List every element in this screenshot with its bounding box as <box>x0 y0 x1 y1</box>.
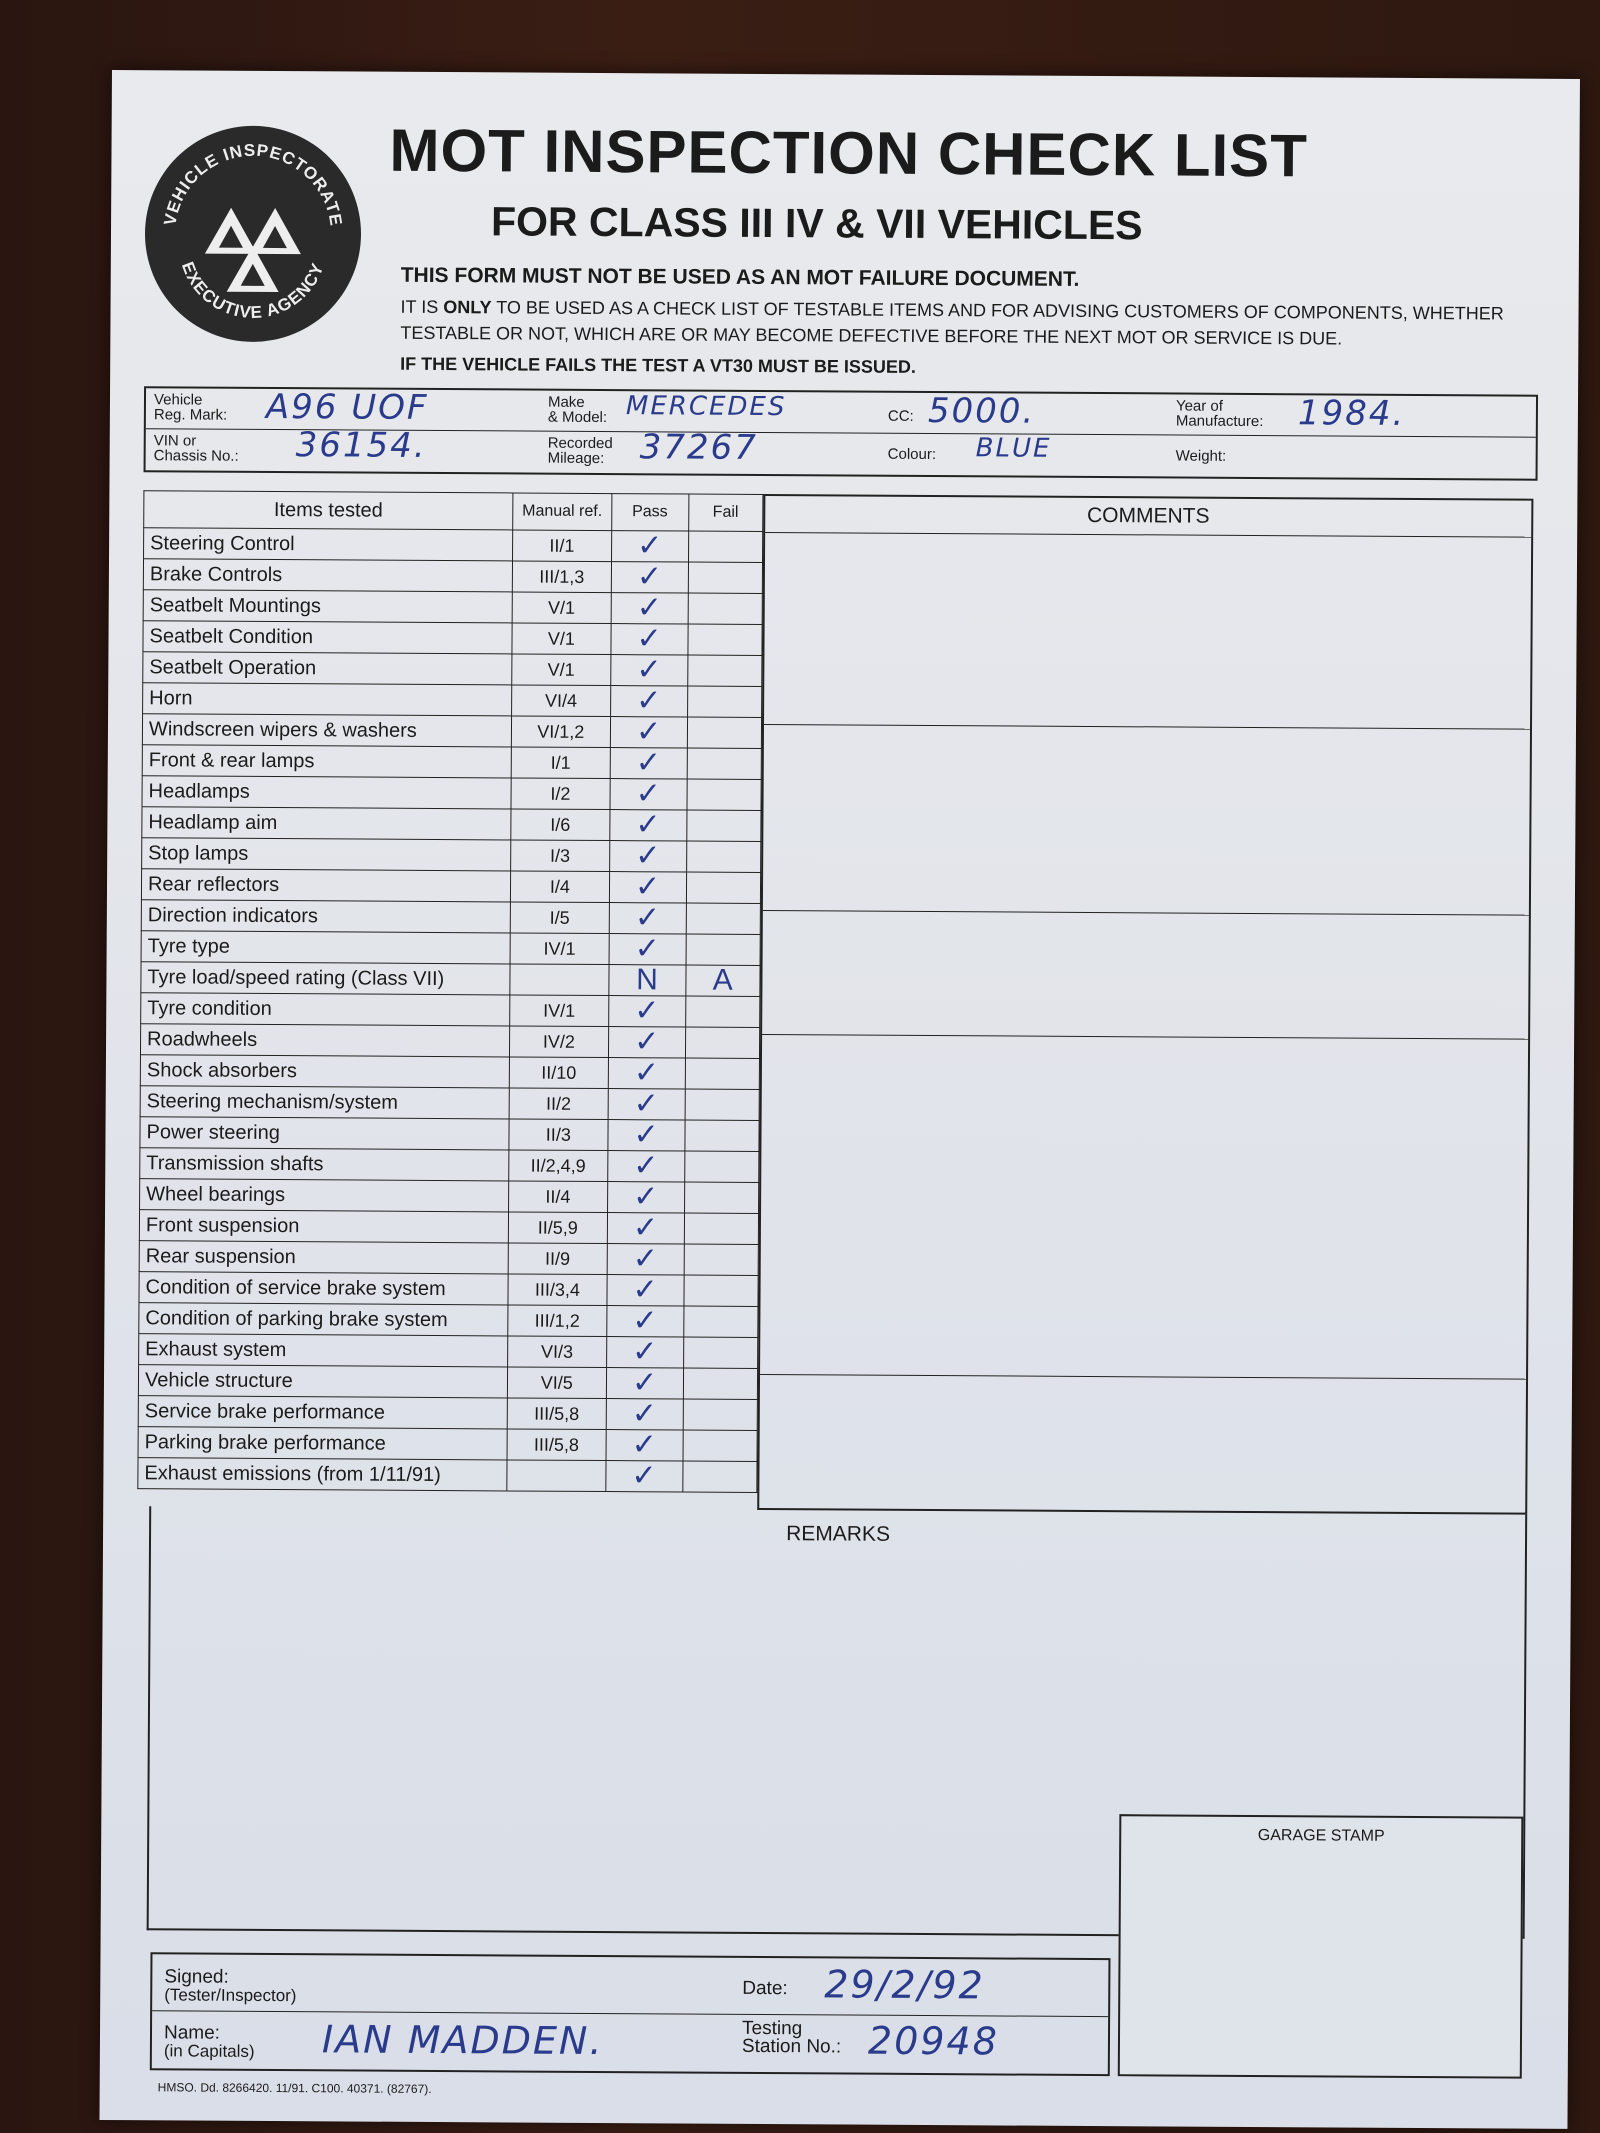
row-fail-mark[interactable] <box>684 1120 759 1151</box>
row-item-label: Wheel bearings <box>140 1179 509 1212</box>
footer-print-ref: HMSO. Dd. 8266420. 11/91. C100. 40371. (82767). <box>157 2080 432 2096</box>
row-manual-ref: II/2,4,9 <box>509 1150 608 1182</box>
logo-top-text: VEHICLE INSPECTORATE <box>160 140 346 228</box>
signed-label: Signed: (Tester/Inspector) <box>164 1966 297 2006</box>
row-manual-ref: I/2 <box>511 778 610 810</box>
date-label: Date: <box>742 1977 788 2000</box>
row-fail-mark[interactable] <box>687 748 762 779</box>
row-manual-ref: V/1 <box>512 623 611 655</box>
header-manual-ref: Manual ref. <box>513 493 612 531</box>
row-fail-mark[interactable] <box>687 779 762 810</box>
table-row <box>142 807 761 842</box>
station-value[interactable]: 20948 <box>867 2018 999 2064</box>
header-pass: Pass <box>611 494 688 531</box>
table-row <box>141 869 760 904</box>
header-items: Items tested <box>144 491 513 530</box>
row-item-label: Exhaust system <box>139 1334 508 1367</box>
row-manual-ref: II/2 <box>509 1088 608 1120</box>
table-row <box>139 1210 758 1245</box>
row-fail-mark[interactable] <box>688 562 763 593</box>
row-fail-mark[interactable] <box>686 810 761 841</box>
station-label: Testing Station No.: <box>741 2017 842 2058</box>
table-row <box>143 559 762 594</box>
row-manual-ref: II/1 <box>513 530 612 562</box>
table-row <box>143 652 762 687</box>
row-item-label: Front suspension <box>139 1210 508 1243</box>
cc-value[interactable]: 5000. <box>927 390 1036 432</box>
row-fail-mark[interactable] <box>685 1027 760 1058</box>
mot-form <box>99 70 1579 2129</box>
colour-value[interactable]: BLUE <box>975 433 1052 464</box>
row-item-label: Windscreen wipers & washers <box>142 714 511 747</box>
row-pass-mark[interactable]: ✓ <box>606 1368 683 1399</box>
row-manual-ref: III/1,2 <box>508 1305 607 1337</box>
row-fail-mark[interactable] <box>688 531 763 562</box>
row-manual-ref: II/3 <box>509 1119 608 1151</box>
table-row <box>139 1272 758 1307</box>
form-title: MOT INSPECTION CHECK LIST <box>389 116 1309 190</box>
row-fail-mark[interactable] <box>685 1058 760 1089</box>
row-item-label: Power steering <box>140 1117 509 1150</box>
row-manual-ref: I/3 <box>511 840 610 872</box>
reg-label: Vehicle Reg. Mark: <box>153 391 228 424</box>
row-pass-mark[interactable]: ✓ <box>608 1058 685 1089</box>
row-item-label: Seatbelt Mountings <box>143 590 512 623</box>
notice-usage: IT IS ONLY TO BE USED AS A CHECK LIST OF TESTABLE ITEMS AND FOR ADVISING CUSTOMERS OF COMPONENTS, WHETHER TESTABLE OR NOT, WHICH ARE OR MAY BECOME DEFECTIVE BEFORE THE NEXT MOT OR SERVICE IS DUE. <box>400 296 1504 349</box>
row-fail-mark[interactable] <box>684 1151 759 1182</box>
row-pass-mark[interactable]: ✓ <box>609 810 686 841</box>
row-manual-ref: VI/5 <box>507 1367 606 1399</box>
row-fail-mark[interactable] <box>683 1337 758 1368</box>
row-manual-ref: III/1,3 <box>512 561 611 593</box>
row-item-label: Steering Control <box>144 528 513 561</box>
table-row <box>140 1055 759 1090</box>
row-pass-mark[interactable]: ✓ <box>611 531 688 562</box>
table-row <box>144 528 763 563</box>
triangles-logo-icon <box>144 125 361 342</box>
row-pass-mark[interactable]: ✓ <box>605 1461 682 1492</box>
row-fail-mark[interactable] <box>686 841 761 872</box>
row-manual-ref: IV/1 <box>510 933 609 965</box>
row-fail-mark[interactable] <box>683 1399 758 1430</box>
row-manual-ref: II/10 <box>509 1057 608 1089</box>
row-manual-ref: VI/3 <box>508 1336 607 1368</box>
row-item-label: Service brake performance <box>138 1396 507 1429</box>
row-manual-ref: III/5,8 <box>507 1398 606 1430</box>
table-row <box>141 993 760 1028</box>
row-pass-mark[interactable]: ✓ <box>611 624 688 655</box>
row-pass-mark[interactable]: ✓ <box>609 934 686 965</box>
table-row <box>140 1024 759 1059</box>
items-tested-table <box>137 490 763 1493</box>
table-row <box>141 900 760 935</box>
row-pass-mark[interactable]: N <box>609 965 686 996</box>
vin-label: VIN or Chassis No.: <box>153 432 239 465</box>
row-pass-mark[interactable]: ✓ <box>606 1306 683 1337</box>
row-item-label: Transmission shafts <box>140 1148 509 1181</box>
row-pass-mark[interactable]: ✓ <box>608 996 685 1027</box>
row-pass-mark[interactable]: ✓ <box>611 593 688 624</box>
table-row <box>138 1427 757 1462</box>
row-fail-mark[interactable] <box>683 1368 758 1399</box>
table-row <box>140 1117 759 1152</box>
row-manual-ref: VI/1,2 <box>511 716 610 748</box>
notice-vt30: IF THE VEHICLE FAILS THE TEST A VT30 MUST BE ISSUED. <box>400 353 916 377</box>
vehicle-details-box <box>144 386 1538 481</box>
row-fail-mark[interactable] <box>682 1461 757 1492</box>
row-fail-mark[interactable] <box>684 1244 759 1275</box>
row-item-label: Exhaust emissions (from 1/11/91) <box>138 1458 507 1491</box>
row-pass-mark[interactable]: ✓ <box>610 717 687 748</box>
table-row <box>141 931 760 966</box>
row-fail-mark[interactable] <box>686 903 761 934</box>
row-fail-mark[interactable] <box>684 1182 759 1213</box>
make-label: Make & Model: <box>547 393 608 427</box>
row-fail-mark[interactable] <box>686 934 761 965</box>
garage-stamp-box <box>1118 1814 1524 2078</box>
row-pass-mark[interactable]: ✓ <box>610 748 687 779</box>
date-value[interactable]: 29/2/92 <box>824 1962 985 2008</box>
row-pass-mark[interactable]: ✓ <box>611 562 688 593</box>
row-pass-mark[interactable]: ✓ <box>607 1182 684 1213</box>
row-pass-mark[interactable]: ✓ <box>607 1275 684 1306</box>
row-manual-ref: II/4 <box>509 1181 608 1213</box>
signature-box <box>150 1952 1111 2076</box>
table-row <box>138 1396 757 1431</box>
row-pass-mark[interactable]: ✓ <box>607 1244 684 1275</box>
row-pass-mark[interactable]: ✓ <box>608 1027 685 1058</box>
row-item-label: Shock absorbers <box>140 1055 509 1088</box>
row-item-label: Headlamps <box>142 776 511 809</box>
table-row <box>143 621 762 656</box>
row-pass-mark[interactable]: ✓ <box>607 1213 684 1244</box>
row-manual-ref: V/1 <box>512 592 611 624</box>
row-item-label: Condition of parking brake system <box>139 1303 508 1336</box>
row-item-label: Seatbelt Operation <box>143 652 512 685</box>
row-pass-mark[interactable]: ✓ <box>610 779 687 810</box>
row-fail-mark[interactable] <box>685 996 760 1027</box>
row-fail-mark[interactable] <box>683 1306 758 1337</box>
row-manual-ref <box>510 964 609 996</box>
table-row <box>138 1365 757 1400</box>
row-fail-mark[interactable] <box>688 624 763 655</box>
row-item-label: Rear reflectors <box>141 869 510 902</box>
row-fail-mark[interactable] <box>684 1275 759 1306</box>
vehicle-inspectorate-logo <box>144 125 361 342</box>
row-item-label: Stop lamps <box>142 838 511 871</box>
year-label: Year of Manufacture: <box>1175 397 1264 431</box>
logo-bottom-text: EXECUTIVE AGENCY <box>177 259 328 323</box>
row-item-label: Front & rear lamps <box>142 745 511 778</box>
row-item-label: Tyre type <box>141 931 510 964</box>
row-fail-mark[interactable] <box>686 872 761 903</box>
row-manual-ref: IV/2 <box>510 1026 609 1058</box>
row-item-label: Tyre condition <box>141 993 510 1026</box>
colour-label: Colour: <box>887 445 937 464</box>
row-item-label: Vehicle structure <box>138 1365 507 1398</box>
row-pass-mark[interactable]: ✓ <box>606 1337 683 1368</box>
row-fail-mark[interactable] <box>683 1430 758 1461</box>
table-row <box>143 683 762 718</box>
table-row <box>140 1179 759 1214</box>
row-pass-mark[interactable]: ✓ <box>609 903 686 934</box>
row-pass-mark[interactable]: ✓ <box>610 686 687 717</box>
row-manual-ref: VI/4 <box>512 685 611 717</box>
row-fail-mark[interactable] <box>687 717 762 748</box>
make-value[interactable]: MERCEDES <box>625 391 787 423</box>
table-row <box>140 1086 759 1121</box>
row-manual-ref: III/3,4 <box>508 1274 607 1306</box>
row-fail-mark[interactable] <box>687 686 762 717</box>
mileage-value[interactable]: 37267 <box>639 427 758 468</box>
row-pass-mark[interactable]: ✓ <box>606 1430 683 1461</box>
remarks-label: REMARKS <box>786 1522 891 1546</box>
row-manual-ref: II/5,9 <box>508 1212 607 1244</box>
row-pass-mark[interactable]: ✓ <box>608 1089 685 1120</box>
row-item-label: Tyre load/speed rating (Class VII) <box>141 962 510 995</box>
row-pass-mark[interactable]: ✓ <box>609 841 686 872</box>
row-pass-mark[interactable]: ✓ <box>608 1120 685 1151</box>
form-subtitle: FOR CLASS III IV & VII VEHICLES <box>490 198 1143 249</box>
row-item-label: Condition of service brake system <box>139 1272 508 1305</box>
row-manual-ref: II/9 <box>508 1243 607 1275</box>
table-row <box>141 962 760 997</box>
row-item-label: Seatbelt Condition <box>143 621 512 654</box>
weight-label: Weight: <box>1175 447 1227 465</box>
row-manual-ref: V/1 <box>512 654 611 686</box>
row-item-label: Steering mechanism/system <box>140 1086 509 1119</box>
row-manual-ref: IV/1 <box>510 995 609 1027</box>
row-fail-mark[interactable] <box>687 655 762 686</box>
table-row <box>143 590 762 625</box>
row-fail-mark[interactable] <box>685 1089 760 1120</box>
row-manual-ref: III/5,8 <box>507 1429 606 1461</box>
row-item-label: Rear suspension <box>139 1241 508 1274</box>
row-item-label: Headlamp aim <box>142 807 511 840</box>
notice-not-failure: THIS FORM MUST NOT BE USED AS AN MOT FAILURE DOCUMENT. <box>400 263 1080 291</box>
vin-value[interactable]: 36154. <box>295 425 427 466</box>
row-item-label: Roadwheels <box>140 1024 509 1057</box>
row-manual-ref <box>507 1460 606 1492</box>
reg-value[interactable]: A96 UOF <box>265 386 429 428</box>
table-row <box>142 838 761 873</box>
mileage-label: Recorded Mileage: <box>547 434 613 468</box>
header-fail: Fail <box>688 494 763 531</box>
year-value[interactable]: 1984. <box>1297 393 1406 434</box>
row-fail-mark[interactable] <box>684 1213 759 1244</box>
row-fail-mark[interactable] <box>688 593 763 624</box>
cc-label: CC: <box>887 407 914 425</box>
row-pass-mark[interactable]: ✓ <box>607 1151 684 1182</box>
table-row <box>142 776 761 811</box>
row-item-label: Brake Controls <box>143 559 512 592</box>
table-row <box>142 745 761 780</box>
name-value[interactable]: IAN MADDEN. <box>321 2017 604 2064</box>
name-label: Name: (in Capitals) <box>163 2022 255 2061</box>
svg-text:VEHICLE INSPECTORATE <box>160 140 346 228</box>
table-row <box>139 1303 758 1338</box>
row-fail-mark[interactable]: A <box>685 965 760 996</box>
table-row <box>140 1148 759 1183</box>
row-pass-mark[interactable]: ✓ <box>606 1399 683 1430</box>
row-pass-mark[interactable]: ✓ <box>610 655 687 686</box>
table-row <box>142 714 761 749</box>
row-manual-ref: I/5 <box>510 902 609 934</box>
table-row <box>138 1458 757 1493</box>
table-row <box>139 1334 758 1369</box>
garage-stamp-label: GARAGE STAMP <box>1257 1827 1385 1845</box>
row-manual-ref: I/6 <box>511 809 610 841</box>
row-pass-mark[interactable]: ✓ <box>609 872 686 903</box>
comments-box <box>757 494 1533 1515</box>
comments-header: COMMENTS <box>765 496 1531 538</box>
row-manual-ref: I/4 <box>510 871 609 903</box>
row-manual-ref: I/1 <box>511 747 610 779</box>
table-row <box>139 1241 758 1276</box>
row-item-label: Direction indicators <box>141 900 510 933</box>
row-item-label: Parking brake performance <box>138 1427 507 1460</box>
row-item-label: Horn <box>143 683 512 716</box>
